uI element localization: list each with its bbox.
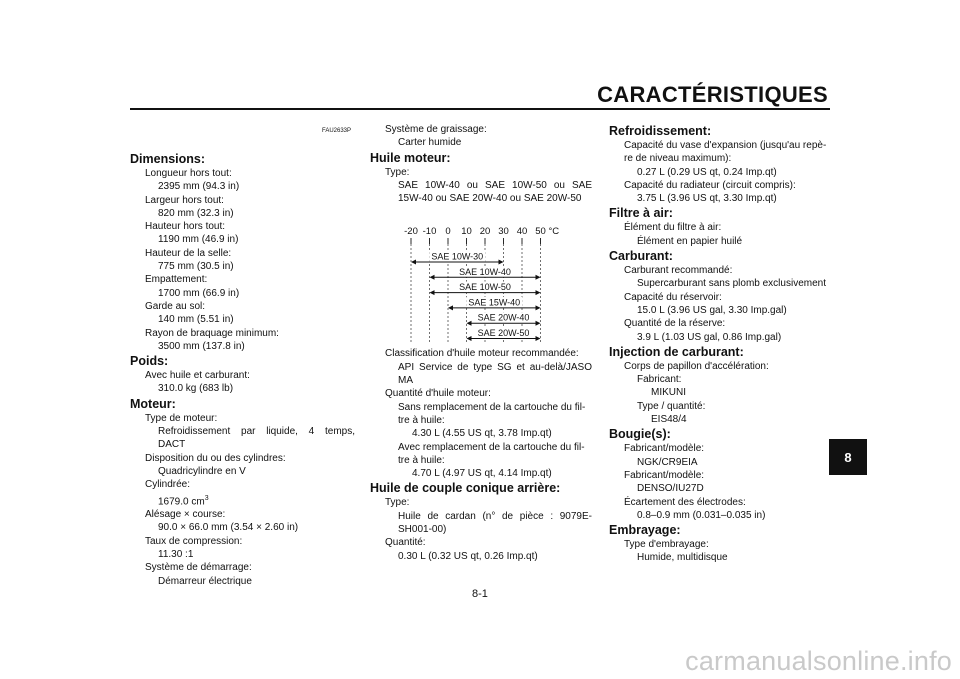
rayon-value: 3500 mm (137.8 in) [158,340,245,352]
series-arrow-right-3 [536,305,541,310]
series-arrow-left-4 [467,321,472,326]
rayon-label: Rayon de braquage minimum: [145,327,279,339]
series-arrow-right-5 [536,336,541,341]
moteur-type-label: Type de moteur: [145,412,218,424]
classification-line-1: API Service de type SG et au-delà/JASO [398,361,592,373]
reservoir-label: Capacité du réservoir: [624,291,722,303]
avec-line-2: tre à huile: [398,454,445,466]
alesage-value: 90.0 × 66.0 mm (3.54 × 2.60 in) [158,522,299,534]
huile-type-label: Type: [385,166,410,178]
tick-label-5: 30 [498,226,509,237]
series-label-5: SAE 20W-50 [477,328,530,338]
embrayage-heading: Embrayage: [609,523,681,538]
graissage-label: Système de graissage: [385,124,487,135]
classification-label: Classification d'huile moteur recommandée: [385,348,579,360]
poids-avec-label: Avec huile et carburant: [145,370,250,382]
bougie-fab2-label: Fabricant/modèle: [624,469,705,481]
column-3 [609,123,831,565]
embrayage-type-value: Humide, multidisque [637,552,728,564]
sans-line-1: Sans remplacement de la cartouche du fil- [398,401,586,413]
tick-label-3: 10 [461,226,472,237]
avec-value: 4.70 L (4.97 US qt, 4.14 Imp.qt) [412,468,552,480]
dimensions-heading: Dimensions: [130,152,206,166]
garde-value: 140 mm (5.51 in) [158,314,234,326]
series-arrow-right-2 [536,290,541,295]
cardan-quantite-label: Quantité: [385,537,426,549]
unit-label: °C [548,226,560,237]
column-1 [130,128,355,588]
oil-viscosity-chart [395,222,575,347]
series-label-3: SAE 15W-40 [468,297,521,308]
fabricant-value: MIKUNI [651,387,686,399]
page-title: CARACTÉRISTIQUES [597,82,828,107]
radiateur-label: Capacité du radiateur (circuit compris): [624,179,796,191]
longueur-value: 2395 mm (94.3 in) [158,181,240,193]
disposition-value: Quadricylindre en V [158,465,246,477]
selle-label: Hauteur de la selle: [145,247,232,259]
series-label-0: SAE 10W-30 [431,251,484,262]
embrayage-type-label: Type d'embrayage: [624,539,709,551]
cardan-heading: Huile de couple conique arrière: [370,481,561,496]
series-arrow-right-1 [536,275,541,280]
sans-value: 4.30 L (4.55 US qt, 3.78 Imp.qt) [412,428,552,440]
classification-line-2: MA [398,375,413,387]
series-arrow-left-1 [430,275,435,280]
garde-label: Garde au sol: [145,300,206,312]
tick-label-6: 40 [516,226,528,237]
huile-type-line-1: SAE 10W-40 ou SAE 10W-50 ou SAE [398,179,592,191]
longueur-label: Longueur hors tout: [145,168,232,179]
moteur-heading: Moteur: [130,396,176,411]
series-arrow-right-0 [499,260,504,265]
series-arrow-left-3 [448,305,453,310]
hauteur-label: Hauteur hors tout: [145,221,226,233]
cylindree-label: Cylindrée: [145,479,191,491]
ecart-value: 0.8–0.9 mm (0.031–0.035 in) [637,509,766,521]
filtre-element-value: Élément en papier huilé [637,235,743,247]
poids-avec-value: 310.0 kg (683 lb) [158,383,234,395]
series-arrow-left-2 [430,290,435,295]
cylindree-sup: 3 [204,494,209,502]
header-rule [130,108,830,110]
cardan-type-line-2: SH001-00) [398,524,447,536]
cardan-quantite-value: 0.30 L (0.32 US qt, 0.26 Imp.qt) [398,550,538,562]
hauteur-value: 1190 mm (46.9 in) [158,234,239,246]
cardan-type-line-1: Huile de cardan (n° de pièce : 9079E- [398,510,592,522]
corps-label: Corps de papillon d'accélération: [624,360,769,372]
reserve-value: 3.9 L (1.03 US gal, 0.86 Imp.gal) [637,331,782,343]
quantite-label: Quantité d'huile moteur: [385,388,491,400]
graissage-value: Carter humide [398,137,462,149]
vase-line-1: Capacité du vase d'expansion (jusqu'au repè- [624,140,827,151]
series-label-2: SAE 10W-50 [459,282,511,293]
demarrage-value: Démarreur électrique [158,575,252,587]
tick-label-7: 50 [535,226,546,237]
bougie-fab2-value: DENSO/IU27D [637,483,704,495]
series-label-4: SAE 20W-40 [477,312,530,323]
empattement-value: 1700 mm (66.9 in) [158,287,240,299]
fabricant-label: Fabricant: [637,374,682,386]
bougie-fab1-label: Fabricant/modèle: [624,443,705,455]
huile-type-line-2: 15W-40 ou SAE 20W-40 ou SAE 20W-50 [398,193,582,205]
filtre-heading: Filtre à air: [609,206,673,221]
largeur-value: 820 mm (32.3 in) [158,207,234,219]
injection-type-value: EIS48/4 [651,414,687,426]
injection-heading: Injection de carburant: [609,344,744,359]
sans-line-2: tre à huile: [398,414,445,426]
series-arrow-left-5 [467,336,472,341]
huile-heading: Huile moteur: [370,150,451,165]
vase-line-2: re de niveau maximum): [624,153,732,165]
reserve-label: Quantité de la réserve: [624,318,726,330]
watermark: carmanualsonline.info [685,646,952,676]
radiateur-value: 3.75 L (3.96 US qt, 3.30 Imp.qt) [637,193,777,205]
disposition-label: Disposition du ou des cylindres: [145,452,286,464]
carburant-recommande-label: Carburant recommandé: [624,265,733,277]
taux-label: Taux de compression: [145,535,243,547]
alesage-label: Alésage × course: [145,509,226,521]
doc-code: FAU2633P [322,128,352,134]
cylindree-number: 1679.0 cm [158,495,205,507]
selle-value: 775 mm (30.5 in) [158,261,234,273]
demarrage-label: Système de démarrage: [145,562,252,574]
bougie-heading: Bougie(s): [609,427,671,442]
largeur-label: Largeur hors tout: [145,194,224,206]
bougie-fab1-value: NGK/CR9EIA [637,456,698,468]
injection-type-label: Type / quantité: [637,400,706,412]
filtre-element-label: Élément du filtre à air: [624,222,722,234]
carburant-recommande-value: Supercarburant sans plomb exclusivement [637,278,826,290]
refroid-heading: Refroidissement: [609,124,712,138]
poids-heading: Poids: [130,354,169,369]
page-number: 8-1 [472,588,488,600]
vase-value: 0.27 L (0.29 US qt, 0.24 Imp.qt) [637,166,777,178]
chapter-tab[interactable]: 8 [829,439,867,475]
series-label-1: SAE 10W-40 [459,266,511,277]
moteur-type-value-1: Refroidissement par liquide, 4 temps, [158,426,355,438]
taux-value: 11.30 :1 [158,549,194,561]
tick-label-0: -20 [404,226,418,237]
series-arrow-left-0 [411,260,416,265]
cylindree-value [130,492,355,509]
series-arrow-right-4 [536,321,541,326]
tick-label-4: 20 [479,226,491,237]
avec-line-1: Avec remplacement de la cartouche du fil- [398,441,585,453]
tick-label-2: 0 [445,226,451,237]
reservoir-value: 15.0 L (3.96 US gal, 3.30 Imp.gal) [637,304,787,316]
empattement-label: Empattement: [145,274,208,286]
cardan-type-label: Type: [385,497,410,509]
carburant-heading: Carburant: [609,249,673,264]
ecart-label: Écartement des électrodes: [624,496,746,508]
tick-label-1: -10 [422,226,437,237]
moteur-type-value-2: DACT [158,439,186,451]
